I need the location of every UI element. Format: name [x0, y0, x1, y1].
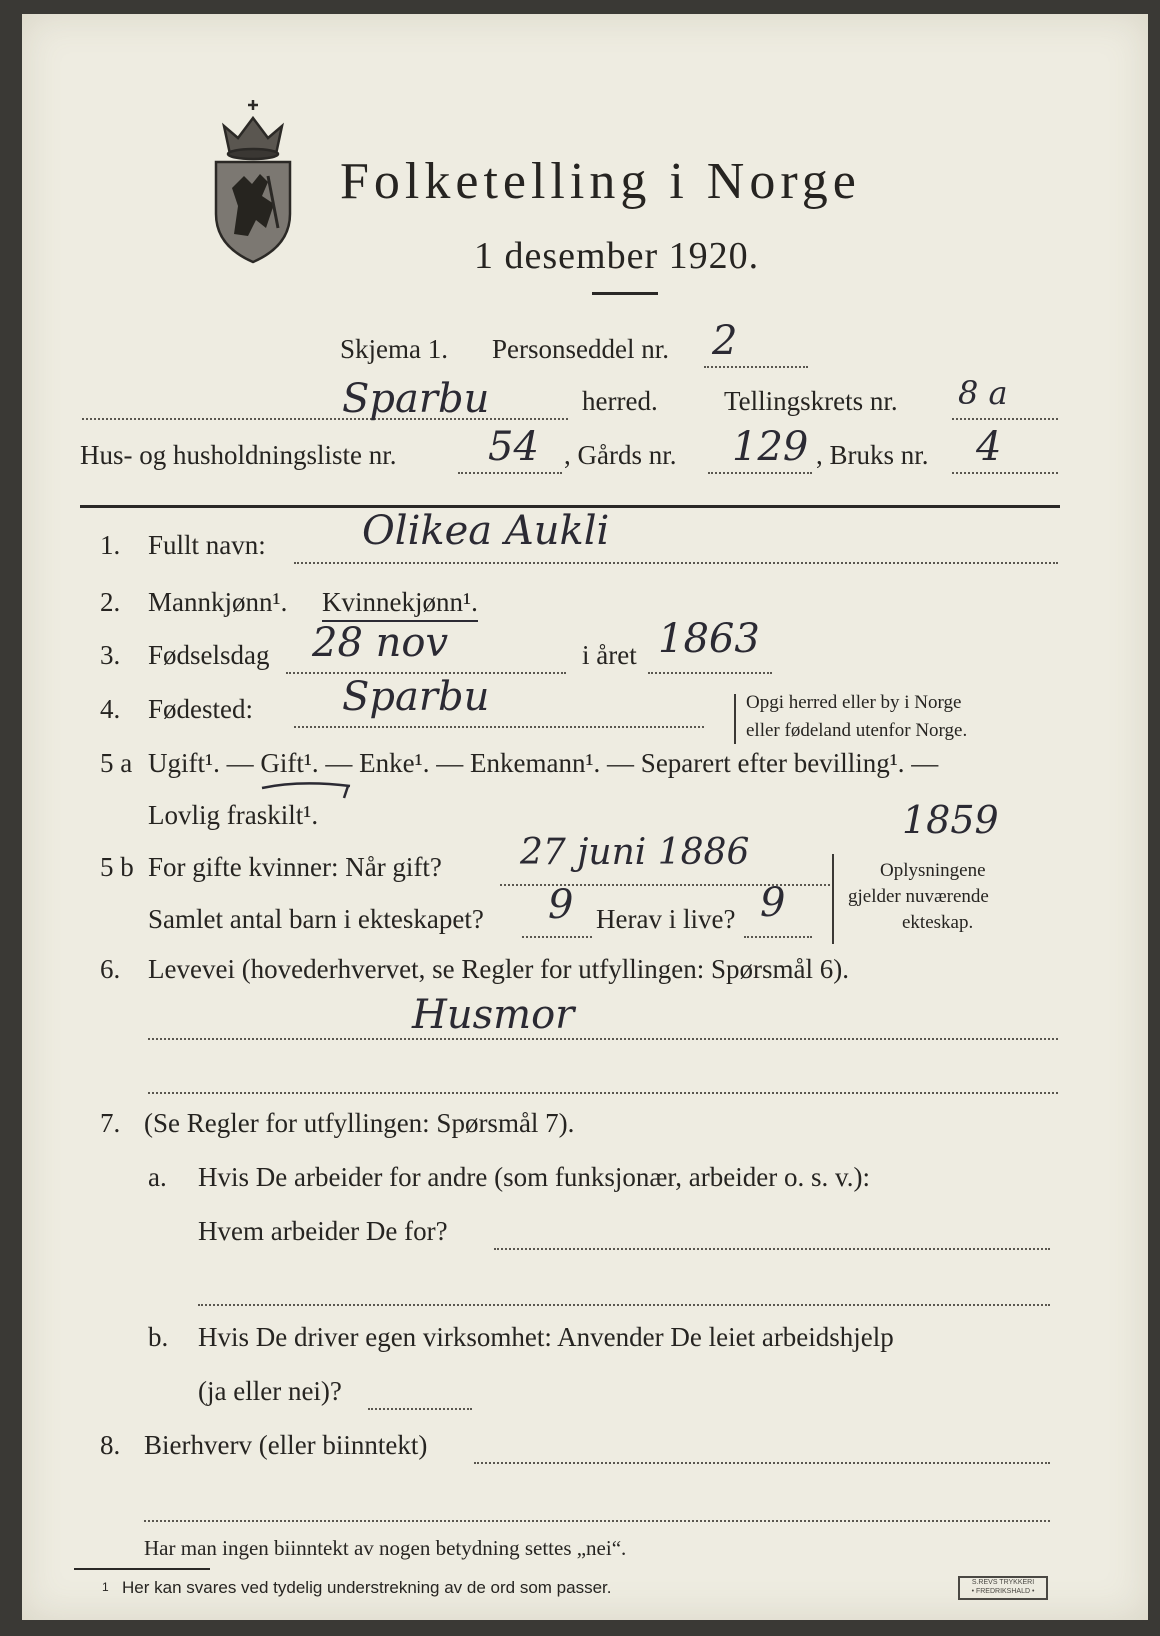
- q4-number: 4.: [100, 694, 121, 724]
- form-title: Folketelling i Norge: [340, 153, 861, 210]
- footnote-mark: 1: [102, 1580, 109, 1594]
- q5b-label: For gifte kvinner: Når gift?: [148, 852, 442, 882]
- marriage-date-value: 27 juni 1886: [520, 832, 750, 873]
- q7b-letter: b.: [148, 1322, 169, 1352]
- q5a-marital-options-line-2: Lovlig fraskilt¹.: [148, 800, 319, 830]
- bruks-value: 4: [976, 424, 1002, 470]
- q8-number: 8.: [100, 1430, 121, 1460]
- bruks-label: , Bruks nr.: [816, 440, 929, 470]
- q7-number: 7.: [100, 1108, 121, 1138]
- q7-label: (Se Regler for utfyllingen: Spørsmål 7).: [144, 1108, 575, 1138]
- q5b-note-line-1: Oplysningene: [880, 860, 986, 881]
- q1-number: 1.: [100, 530, 121, 560]
- q7a-question: Hvis De arbeider for andre (som funksjonær, arbeider o. s. v.):: [198, 1162, 870, 1192]
- census-form-sheet: [22, 14, 1148, 1620]
- footnote-text: Her kan svares ved tydelig understrekning av de ord som passer.: [122, 1578, 612, 1597]
- census-date: 1 desember 1920.: [474, 235, 760, 277]
- q5b-note-line-2: gjelder nuværende: [848, 886, 989, 907]
- personseddel-value: 2: [712, 318, 738, 364]
- q7b-question-line-2: (ja eller nei)?: [198, 1376, 342, 1406]
- q5b-children-label: Samlet antal barn i ekteskapet?: [148, 904, 484, 934]
- birth-date-value: 28 nov: [312, 620, 449, 666]
- title-divider: [592, 292, 658, 295]
- q1-label: Fullt navn:: [148, 530, 266, 560]
- tellingskrets-label: Tellingskrets nr.: [724, 386, 898, 416]
- q6-label: Levevei (hovederhvervet, se Regler for utfyllingen: Spørsmål 6).: [148, 954, 850, 984]
- q4-note-line-1: Opgi herred eller by i Norge: [746, 692, 962, 713]
- gards-value: 129: [732, 424, 809, 470]
- household-list-label: Hus- og husholdningsliste nr.: [80, 440, 397, 470]
- household-list-value: 54: [488, 424, 539, 470]
- q5a-marital-options: Ugift¹. — Gift¹. — Enke¹. — Enkemann¹. — Separert efter bevilling¹. —: [148, 748, 939, 778]
- personseddel-label: Personseddel nr.: [492, 334, 669, 364]
- q2-number: 2.: [100, 587, 121, 617]
- q3-label: Fødselsdag: [148, 640, 270, 670]
- gift-underline-mark: [260, 778, 356, 800]
- q8-note: Har man ingen biinntekt av nogen betydning settes „nei“.: [144, 1536, 627, 1560]
- birthplace-value: Sparbu: [342, 674, 490, 720]
- occupation-value: Husmor: [412, 992, 575, 1038]
- schema-label: Skjema 1.: [340, 334, 448, 364]
- q7b-question: Hvis De driver egen virksomhet: Anvender De leiet arbeidshjelp: [198, 1322, 894, 1352]
- printer-stamp-line-2: • FREDRIKSHALD •: [971, 1588, 1035, 1595]
- margin-note-year: 1859: [902, 798, 999, 842]
- printer-stamp-line-1: S.REVS TRYKKERI: [971, 1579, 1035, 1586]
- gards-label: , Gårds nr.: [564, 440, 677, 470]
- tellingskrets-value: 8 a: [958, 374, 1008, 412]
- herred-label: herred.: [582, 386, 658, 416]
- q8-label: Bierhverv (eller biinntekt): [144, 1430, 428, 1460]
- children-count-value: 9: [548, 882, 574, 928]
- q5b-alive-label: Herav i live?: [596, 904, 736, 934]
- q7a-question-line-2: Hvem arbeider De for?: [198, 1216, 448, 1246]
- q5a-number: 5 a: [100, 748, 133, 778]
- q7a-letter: a.: [148, 1162, 167, 1192]
- q2-male-option: Mannkjønn¹.: [148, 587, 288, 617]
- herred-value: Sparbu: [342, 376, 490, 422]
- q6-number: 6.: [100, 954, 121, 984]
- q4-note-line-2: eller fødeland utenfor Norge.: [746, 720, 968, 741]
- printer-stamp: [958, 1576, 1048, 1600]
- q3-year-label: i året: [582, 640, 637, 670]
- footnote-rule: [74, 1568, 210, 1570]
- q3-number: 3.: [100, 640, 121, 670]
- q4-label: Fødested:: [148, 694, 253, 724]
- norwegian-coat-of-arms-icon: [208, 96, 298, 264]
- q2-female-option-underlined: Kvinnekjønn¹.: [322, 587, 478, 622]
- q5b-number: 5 b: [100, 852, 134, 882]
- birth-year-value: 1863: [658, 616, 760, 662]
- q5b-note-line-3: ekteskap.: [902, 912, 974, 933]
- children-alive-value: 9: [760, 880, 786, 926]
- full-name-value: Olikea Aukli: [362, 508, 610, 554]
